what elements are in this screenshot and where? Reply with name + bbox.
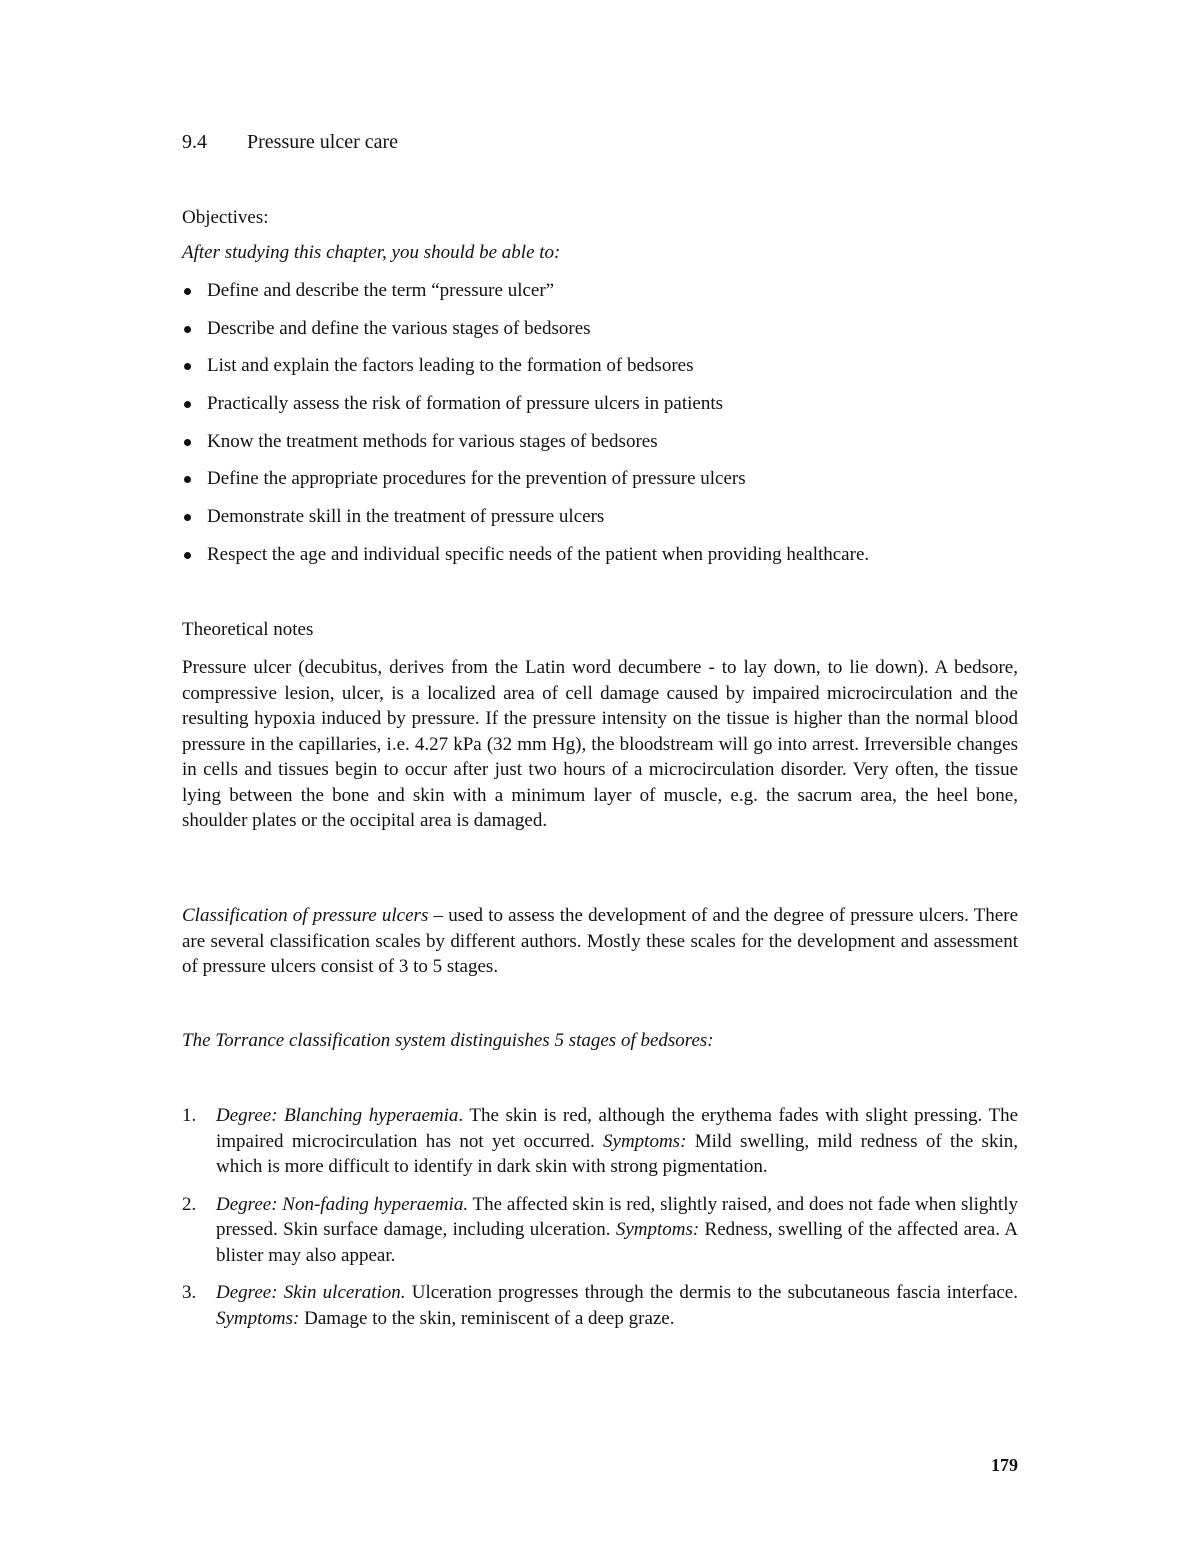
torrance-intro: The Torrance classification system distinguishes 5 stages of bedsores: xyxy=(182,1030,714,1051)
theoretical-notes-paragraph: Pressure ulcer (decubitus, derives from the Latin word decumbere - to lay down, to lie down). A bedsore, compressive lesion, ulcer, is a localized area of cell damage caused by impaired microcirculation and the resulting hypoxia induced by pressure. If the pressure intensity on the tissue is higher than the normal blood pressure in the capillaries, i.e. 4.27 kPa (32 mm Hg), the bloodstream will go into arrest. Irreversible changes in cells and tissues begin to occur after just two hours of a microcirculation disorder. Very often, the tissue lying between the bone and skin with a minimum layer of muscle, e.g. the sacrum area, the heel bone, shoulder plates or the occipital area is damaged. xyxy=(182,657,1018,831)
stage-number: 3. xyxy=(182,1282,197,1303)
list-item: Define and describe the term “pressure ulcer” xyxy=(182,278,1018,316)
objectives-intro: After studying this chapter, you should be able to: xyxy=(182,242,561,263)
section-heading xyxy=(182,130,1018,156)
bullet-icon xyxy=(184,439,191,446)
stage-item: 1. Degree: Blanching hyperaemia. The skin is red, although the erythema fades with slight pressing. The impaired microcirculation has not yet occurred. Symptoms: Mild swelling, mild redness of the skin, which is more difficult to identify in dark skin with strong pigmentation. xyxy=(182,1105,1019,1177)
section-title: Pressure ulcer care xyxy=(247,131,399,153)
list-item: List and explain the factors leading to the formation of bedsores xyxy=(182,353,1018,391)
objectives-title: Objectives: xyxy=(182,207,269,228)
stage-degree: Degree: Blanching hyperaemia xyxy=(216,1105,459,1126)
symptoms-label: Symptoms: xyxy=(615,1219,700,1240)
list-item: Define the appropriate procedures for the prevention of pressure ulcers xyxy=(182,466,1018,504)
list-item: Practically assess the risk of formation of pressure ulcers in patients xyxy=(182,391,1018,429)
stage-item: 2. Degree: Non-fading hyperaemia. The affected skin is red, slightly raised, and does not fade when slightly pressed. Skin surface damage, including ulceration. Symptoms: Redness, swelling of the affected area. A blister may also appear. xyxy=(182,1193,1018,1266)
stages-list xyxy=(182,1103,1018,1331)
bullet-icon xyxy=(184,326,191,333)
stage-number: 2. xyxy=(182,1193,197,1215)
stage-item: 3. Degree: Skin ulceration. Ulceration progresses through the dermis to the subcutaneous fascia interface. Symptoms: Damage to the skin, reminiscent of a deep graze. xyxy=(182,1282,1018,1329)
classification-paragraph xyxy=(182,903,1018,980)
section-number: 9.4 xyxy=(182,131,207,153)
bullet-icon xyxy=(184,288,191,295)
bullet-icon xyxy=(184,363,191,370)
symptoms-label: Symptoms: xyxy=(603,1130,687,1152)
list-item: Demonstrate skill in the treatment of pressure ulcers xyxy=(182,504,1018,542)
bullet-icon xyxy=(184,476,191,483)
symptoms-label: Symptoms: xyxy=(216,1307,300,1329)
stage-degree: Degree: Skin ulceration. xyxy=(216,1282,406,1303)
page-number: 179 xyxy=(991,1455,1018,1475)
bullet-icon xyxy=(184,514,191,521)
bullet-icon xyxy=(184,401,191,408)
list-item: Respect the age and individual specific needs of the patient when providing healthcare. xyxy=(182,542,1018,580)
objectives-list xyxy=(182,278,1018,580)
classification-text: – used to assess the development of and the degree of pressure ulcers. There are several classification scales by different authors. Mostly these scales for the development and assessment of pressure ulcers consist of 3 to 5 stages. xyxy=(182,905,1019,977)
list-item: Describe and define the various stages of bedsores xyxy=(182,316,1018,354)
classification-lead: Classification of pressure ulcers xyxy=(182,905,429,926)
theoretical-notes-title: Theoretical notes xyxy=(182,619,314,640)
stage-number: 1. xyxy=(182,1105,197,1126)
stage-degree: Degree: Non-fading hyperaemia. xyxy=(216,1193,469,1215)
list-item: Know the treatment methods for various stages of bedsores xyxy=(182,429,1018,467)
bullet-icon xyxy=(184,552,191,559)
